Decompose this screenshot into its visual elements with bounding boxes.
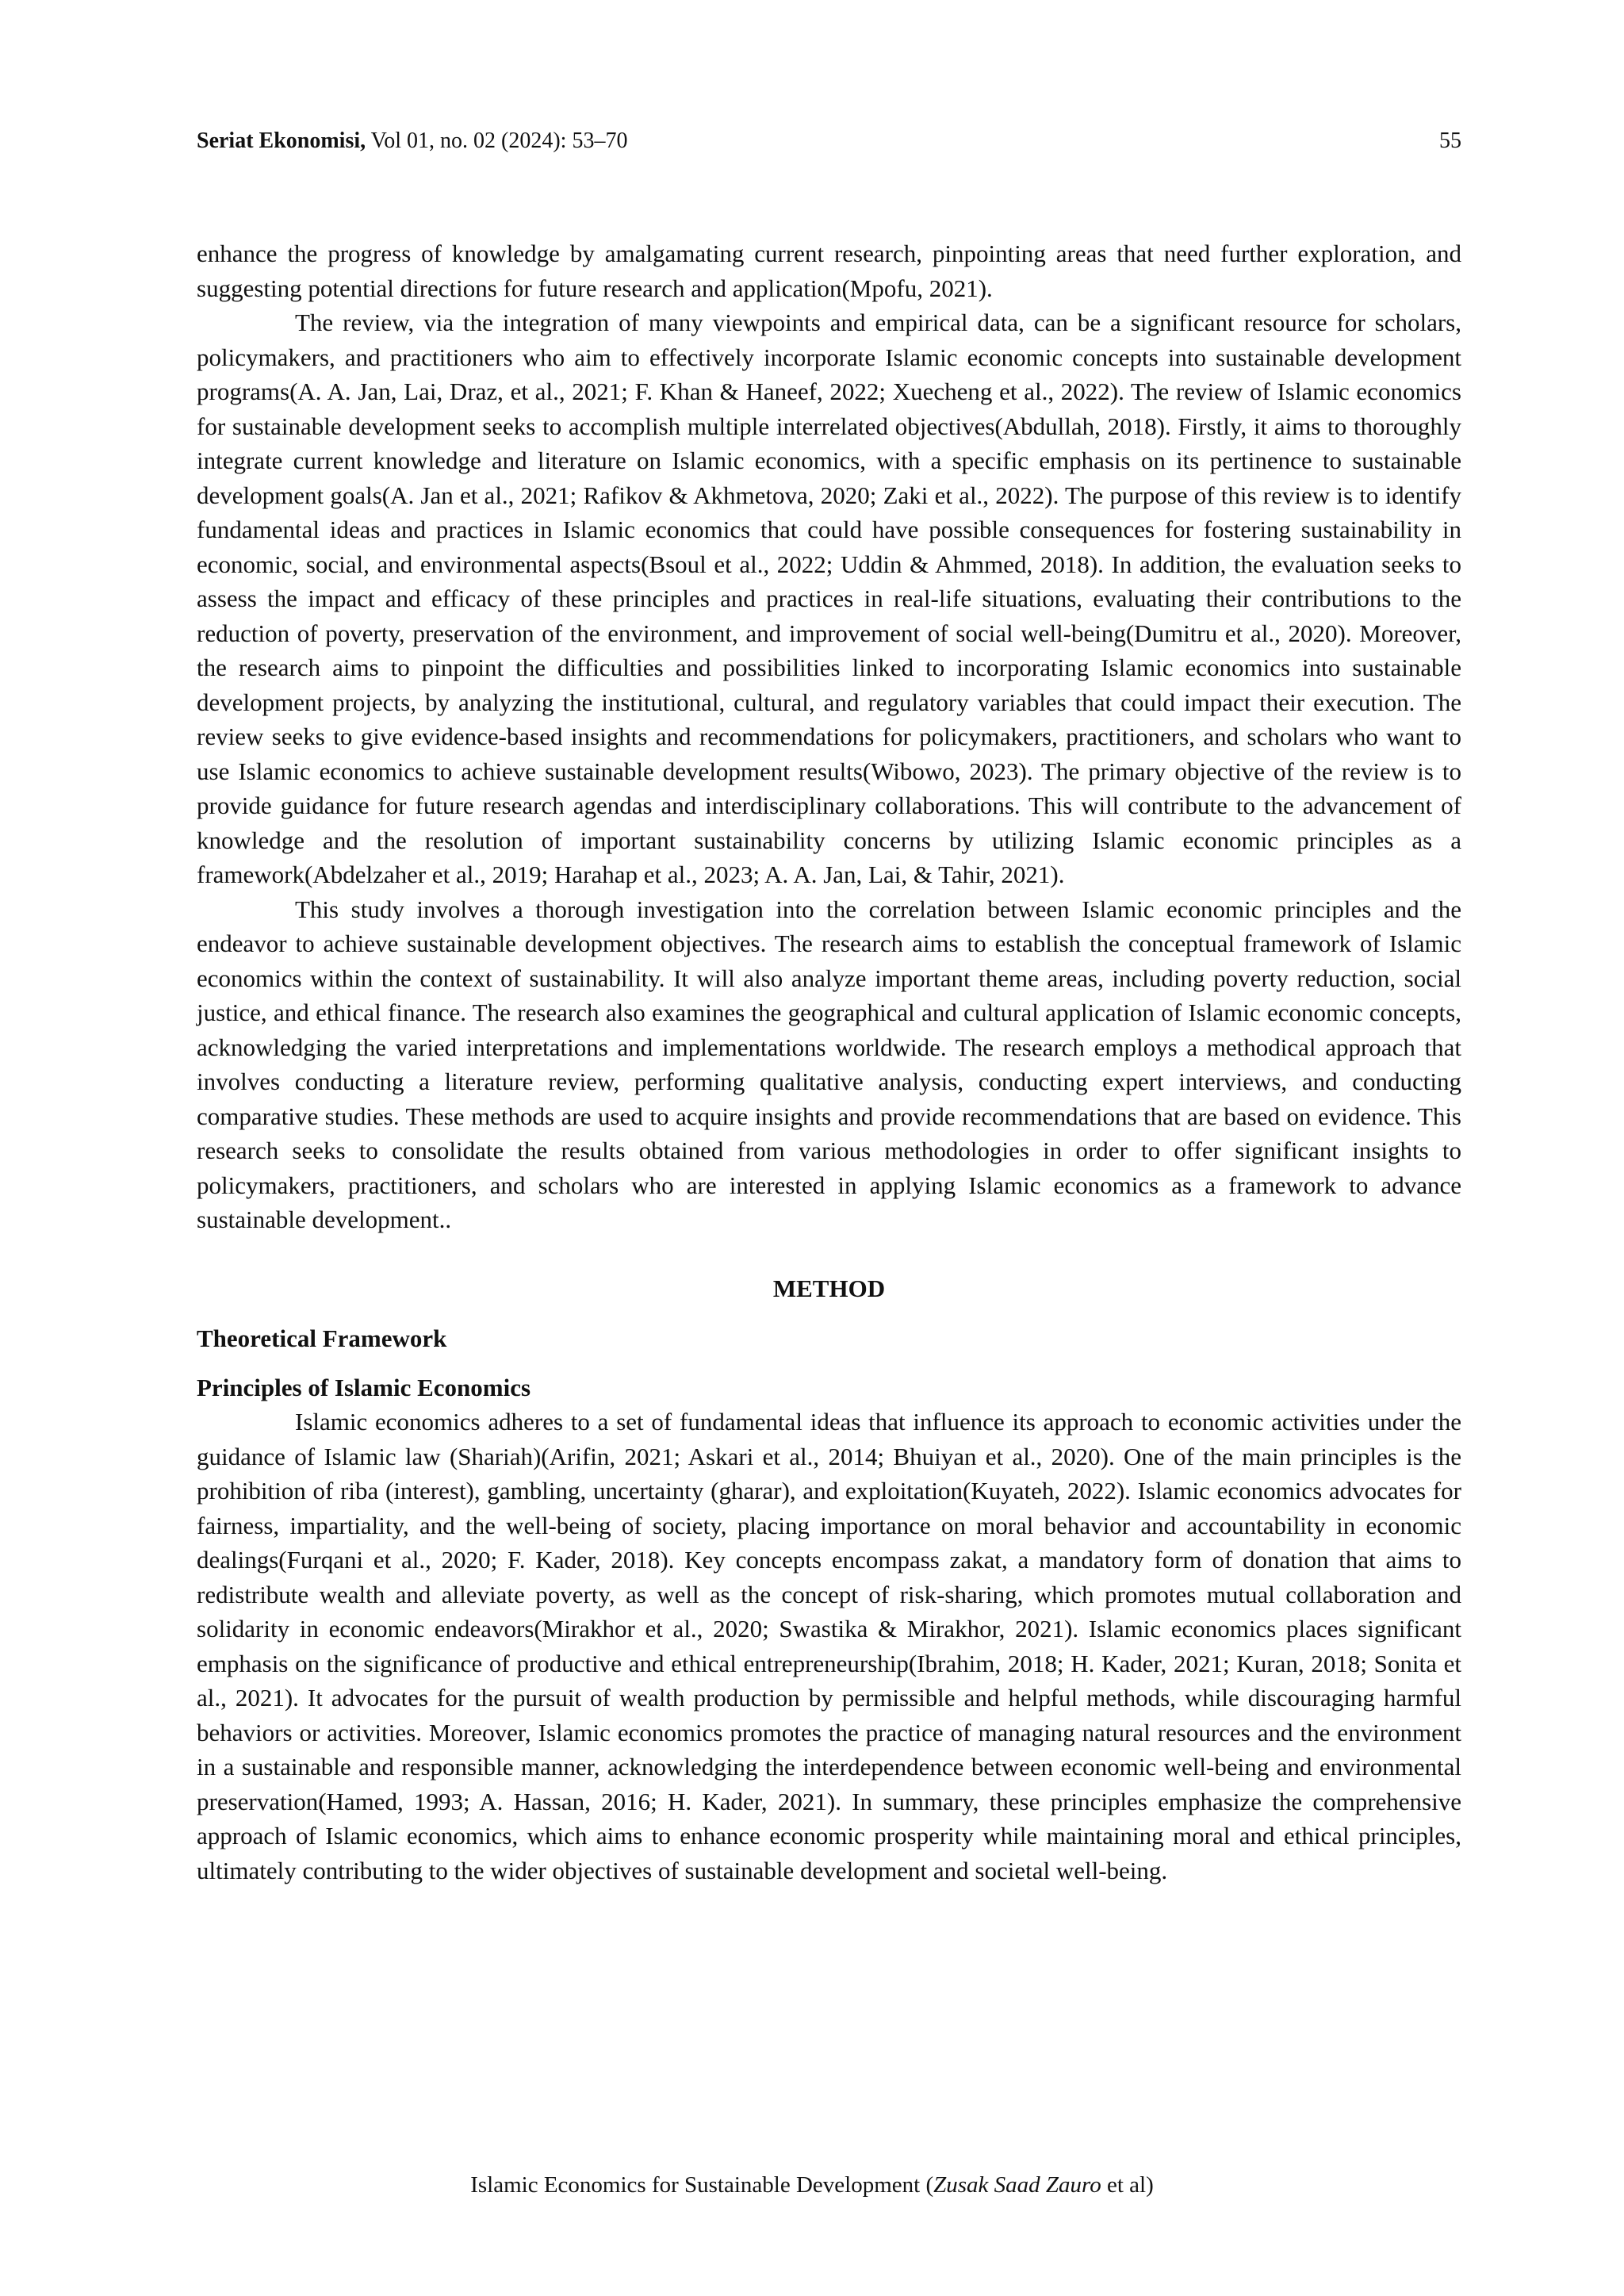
article-body	[197, 236, 1461, 1888]
journal-name: Seriat Ekonomisi,	[197, 128, 366, 153]
section-heading-method: METHOD	[772, 1274, 886, 1302]
subsection-heading-principles: Principles of Islamic Economics	[197, 1373, 531, 1401]
body-paragraph-continued: enhance the progress of knowledge by amalgamating current research, pinpointing areas that need further exploration, and suggesting potential directions for future research and application(Mpofu, 2021).	[197, 240, 1461, 302]
body-paragraph-principles: Islamic economics adheres to a set of fundamental ideas that influence its approach to economic activities under the guidance of Islamic law (Shariah)(Arifin, 2021; Askari et al., 2014; Bhuiyan et al., 2020). One of the main principles is the prohibition of riba (interest), gambling, uncertainty (gharar), and exploitation(Kuyateh, 2022). Islamic economics advocates for fairness, impartiality, and the well-being of society, placing importance on moral behavior and accountability in economic dealings(Furqani et al., 2020; F. Kader, 2018). Key concepts encompass zakat, a mandatory form of donation that aims to redistribute wealth and alleviate poverty, as well as the concept of risk-sharing, which promotes mutual collaboration and solidarity in economic endeavors(Mirakhor et al., 2020; Swastika & Mirakhor, 2021). Islamic economics places significant emphasis on the significance of productive and ethical entrepreneurship(Ibrahim, 2018; H. Kader, 2021; Kuran, 2018; Sonita et al., 2021). It advocates for the pursuit of wealth production by permissible and helpful methods, while discouraging harmful behaviors or activities. Moreover, Islamic economics promotes the practice of managing natural resources and the environment in a sustainable and responsible manner, acknowledging the interdependence between economic well-being and environmental preservation(Hamed, 1993; A. Hassan, 2016; H. Kader, 2021). In summary, these principles emphasize the comprehensive approach of Islamic economics, which aims to enhance economic prosperity while maintaining moral and ethical principles, ultimately contributing to the wider objectives of sustainable development and societal well-being.	[197, 1408, 1461, 1884]
journal-volume: Vol 01, no. 02 (2024): 53–70	[366, 128, 628, 153]
subsection-heading-theoretical-framework: Theoretical Framework	[197, 1324, 447, 1352]
body-paragraph-study: This study involves a thorough investigation into the correlation between Islamic economic principles and the endeavor to achieve sustainable development objectives. The research aims to establish the conceptual framework of Islamic economics within the context of sustainability. It will also analyze important theme areas, including poverty reduction, social justice, and ethical finance. The research also examines the geographical and cultural application of Islamic economic concepts, acknowledging the varied interpretations and implementations worldwide. The research employs a methodical approach that involves conducting a literature review, performing qualitative analysis, conducting expert interviews, and conducting comparative studies. These methods are used to acquire insights and provide recommendations that are based on evidence. This research seeks to consolidate the results obtained from various methodologies in order to offer significant insights to policymakers, practitioners, and scholars who are interested in applying Islamic economics as a framework to advance sustainable development..	[197, 895, 1461, 1233]
footer-title: Islamic Economics for Sustainable Development (	[470, 2172, 934, 2198]
body-paragraph-review: The review, via the integration of many viewpoints and empirical data, can be a significant resource for scholars, policymakers, and practitioners who aim to effectively incorporate Islamic economic concepts into sustainable development programs(A. A. Jan, Lai, Draz, et al., 2021; F. Khan & Haneef, 2022; Xuecheng et al., 2022). The review of Islamic economics for sustainable development seeks to accomplish multiple interrelated objectives(Abdullah, 2018). Firstly, it aims to thoroughly integrate current knowledge and literature on Islamic economics, with a specific emphasis on its pertinence to sustainable development goals(A. Jan et al., 2021; Rafikov & Akhmetova, 2020; Zaki et al., 2022). The purpose of this review is to identify fundamental ideas and practices in Islamic economics that could have possible consequences for fostering sustainability in economic, social, and environmental aspects(Bsoul et al., 2022; Uddin & Ahmmed, 2018). In addition, the evaluation seeks to assess the impact and efficacy of these principles and practices in real-life situations, evaluating their contributions to the reduction of poverty, preservation of the environment, and improvement of social well-being(Dumitru et al., 2020). Moreover, the research aims to pinpoint the difficulties and possibilities linked to incorporating Islamic economics into sustainable development projects, by analyzing the institutional, cultural, and regulatory variables that could impact their execution. The review seeks to give evidence-based insights and recommendations for policymakers, practitioners, and scholars who want to use Islamic economics to achieve sustainable development results(Wibowo, 2023). The primary objective of the review is to provide guidance for future research agendas and interdisciplinary collaborations. This will contribute to the advancement of knowledge and the resolution of important sustainability concerns by utilizing Islamic economic principles as a framework(Abdelzaher et al., 2019; Harahap et al., 2023; A. A. Jan, Lai, & Tahir, 2021).	[197, 309, 1461, 888]
page-number: 55	[1439, 128, 1461, 153]
running-header	[197, 125, 1461, 157]
running-footer	[0, 2169, 1624, 2201]
footer-suffix: et al)	[1101, 2172, 1154, 2198]
footer-authors: Zusak Saad Zauro	[933, 2172, 1101, 2198]
